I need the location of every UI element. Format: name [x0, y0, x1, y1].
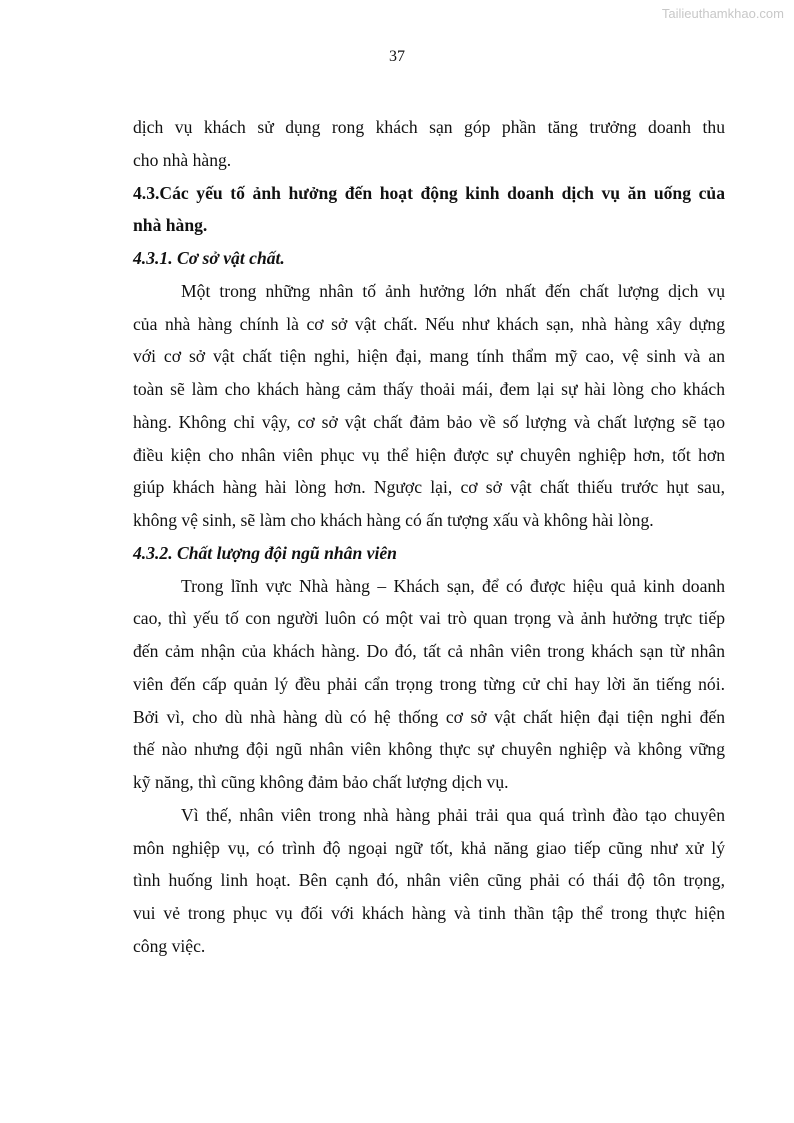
text-line: tình huống linh hoạt. Bên cạnh đó, nhân viên cũng phải có thái độ tôn trọng,	[133, 870, 725, 891]
text-line: đến cảm nhận của khách hàng. Do đó, tất cả nhân viên trong khách sạn từ nhân	[133, 641, 725, 661]
text-line: Bởi vì, cho dù nhà hàng dù có hệ thống cơ sở vật chất hiện đại tiện nghi đến	[133, 706, 725, 727]
text-line: Vì thế, nhân viên trong nhà hàng phải trải qua quá trình đào tạo chuyên	[181, 804, 725, 825]
text-line: thế nào nhưng đội ngũ nhân viên không thực sự chuyên nghiệp và không vững	[133, 739, 725, 760]
text-line: kỹ năng, thì cũng không đảm bảo chất lượng dịch vụ.	[133, 772, 509, 792]
text-line: vui vẻ trong phục vụ đối với khách hàng và tinh thần tập thể trong thực hiện	[133, 903, 725, 923]
text-line: điều kiện cho nhân viên phục vụ thể hiện được sự chuyên nghiệp hơn, tốt hơn	[133, 444, 725, 465]
text-line: của nhà hàng chính là cơ sở vật chất. Nếu như khách sạn, nhà hàng xây dựng	[133, 313, 725, 334]
text-line: dịch vụ khách sử dụng rong khách sạn góp phần tăng trưởng doanh thu	[133, 117, 725, 137]
watermark: Tailieuthamkhao.com	[661, 6, 784, 21]
paragraph	[133, 570, 725, 799]
text-line: không vệ sinh, sẽ làm cho khách hàng có ấn tượng xấu và không hài lòng.	[133, 510, 654, 530]
text-line: công việc.	[133, 935, 206, 956]
text-line: với cơ sở vật chất tiện nghi, hiện đại, mang tính thẩm mỹ cao, vệ sinh và an	[133, 346, 725, 367]
text-line: hàng. Không chỉ vậy, cơ sở vật chất đảm bảo về số lượng và chất lượng sẽ tạo	[133, 411, 725, 432]
document-body	[133, 111, 725, 963]
paragraph	[133, 275, 725, 537]
paragraph-continuation	[133, 111, 725, 177]
heading-line: nhà hàng.	[133, 215, 208, 236]
text-line: cho nhà hàng.	[133, 149, 232, 170]
paragraph	[133, 799, 725, 963]
heading-line: 4.3.1. Cơ sở vật chất.	[133, 248, 285, 268]
text-line: cao, thì yếu tố con người luôn có một vai trò quan trọng và ảnh hưởng trực tiếp	[133, 608, 725, 629]
heading-line: 4.3.Các yếu tố ảnh hưởng đến hoạt động kinh doanh dịch vụ ăn uống của	[133, 182, 725, 203]
text-line: Một trong những nhân tố ảnh hưởng lớn nhất đến chất lượng dịch vụ	[181, 280, 725, 301]
text-line: môn nghiệp vụ, có trình độ ngoại ngữ tốt, khả năng giao tiếp cũng như xử lý	[133, 837, 725, 858]
text-line: toàn sẽ làm cho khách hàng cảm thấy thoải mái, đem lại sự hài lòng cho khách	[133, 379, 725, 399]
text-line: giúp khách hàng hài lòng hơn. Ngược lại, cơ sở vật chất thiếu trước hụt sau,	[133, 477, 725, 498]
text-line: viên đến cấp quản lý đều phải cẩn trọng trong từng cử chỉ hay lời ăn tiếng nói.	[133, 673, 725, 694]
section-heading	[133, 177, 725, 243]
heading-line: 4.3.2. Chất lượng đội ngũ nhân viên	[133, 542, 397, 563]
subsection-heading	[133, 537, 725, 570]
page-number: 37	[389, 48, 405, 65]
subsection-heading	[133, 242, 725, 275]
text-line: Trong lĩnh vực Nhà hàng – Khách sạn, để có được hiệu quả kinh doanh	[181, 575, 725, 596]
